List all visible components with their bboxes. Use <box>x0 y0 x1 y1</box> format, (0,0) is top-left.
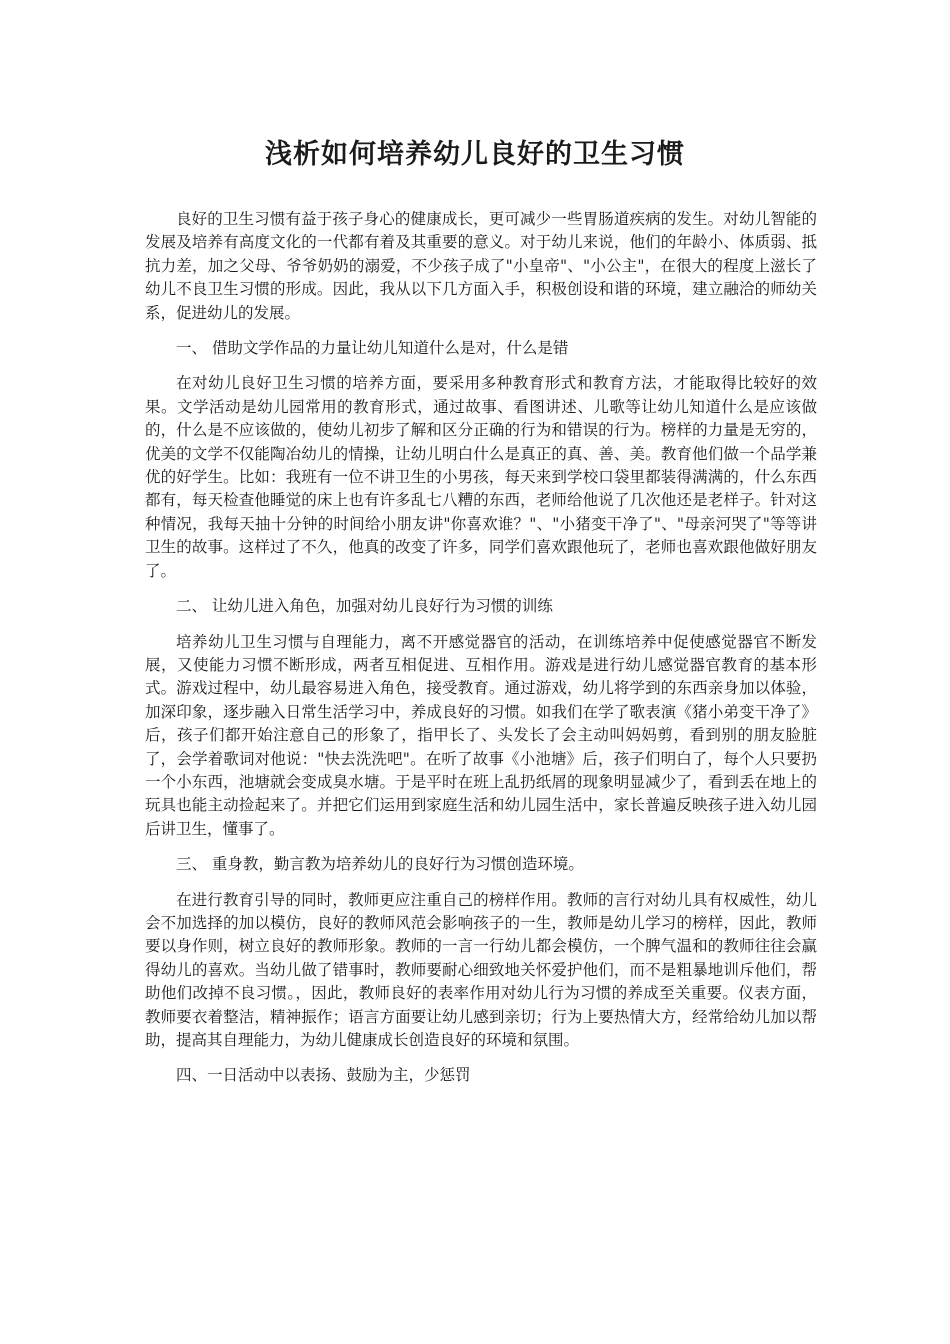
section-paragraph-3: 在进行教育引导的同时，教师更应注重自己的榜样作用。教师的言行对幼儿具有权威性，幼儿会不加选择的加以模仿，良好的教师风范会影响孩子的一生，教师是幼儿学习的榜样，因此，教师要以身作则，树立良好的教师形象。教师的一言一行幼儿都会模仿，一个脾气温和的教师往往会赢得幼儿的喜欢。当幼儿做了错事时，教师要耐心细致地关怀爱护他们，而不是粗暴地训斥他们，帮助他们改掉不良习惯。，因此，教师良好的表率作用对幼儿行为习惯的养成至关重要。仪表方面，教师要衣着整洁，精神振作；语言方面要让幼儿感到亲切；行为上要热情大方，经常给幼儿加以帮助，提高其自理能力，为幼儿健康成长创造良好的环境和氛围。 <box>145 890 817 1049</box>
section-heading-2: 二、 让幼儿进入角色，加强对幼儿良好行为习惯的训练 <box>176 597 553 616</box>
section-heading-4: 四、一日活动中以表扬、鼓励为主，少惩罚 <box>176 1066 471 1085</box>
section-paragraph-1: 在对幼儿良好卫生习惯的培养方面，要采用多种教育形式和教育方法，才能取得比较好的效果。文学活动是幼儿园常用的教育形式，通过故事、看图讲述、儿歌等让幼儿知道什么是应该做的，什么是不应该做的，使幼儿初步了解和区分正确的行为和错误的行为。榜样的力量是无穷的，优美的文学不仅能陶冶幼儿的情操，让幼儿明白什么是真正的真、善、美。教育他们做一个品学兼优的好学生。比如：我班有一位不讲卫生的小男孩，每天来到学校口袋里都装得满满的，什么东西都有，每天检查他睡觉的床上也有许多乱七八糟的东西，老师给他说了几次他还是老样子。针对这种情况，我每天抽十分钟的时间给小朋友讲"你喜欢谁？"、"小猪变干净了"、"母亲河哭了"等等讲卫生的故事。这样过了不久，他真的改变了许多，同学们喜欢跟他玩了，老师也喜欢跟他做好朋友了。 <box>145 374 817 580</box>
section-heading-1: 一、 借助文学作品的力量让幼儿知道什么是对，什么是错 <box>176 339 569 358</box>
section-heading-3: 三、 重身教，勤言教为培养幼儿的良好行为习惯创造环境。 <box>176 855 584 874</box>
document-title: 浅析如何培养幼儿良好的卫生习惯 <box>265 139 685 170</box>
intro-paragraph: 良好的卫生习惯有益于孩子身心的健康成长，更可减少一些胃肠道疾病的发生。对幼儿智能的发展及培养有高度文化的一代都有着及其重要的意义。对于幼儿来说，他们的年龄小、体质弱、抵抗力差，加之父母、爷爷奶奶的溺爱，不少孩子成了"小皇帝"、"小公主"，在很大的程度上滋长了幼儿不良卫生习惯的形成。因此，我从以下几方面入手，积极创设和谐的环境，建立融洽的师幼关系，促进幼儿的发展。 <box>145 210 817 322</box>
document-body <box>145 208 817 1100</box>
section-paragraph-2: 培养幼儿卫生习惯与自理能力，离不开感觉器官的活动，在训练培养中促使感觉器官不断发展，又使能力习惯不断形成，两者互相促进、互相作用。游戏是进行幼儿感觉器官教育的基本形式。游戏过程中，幼儿最容易进入角色，接受教育。通过游戏，幼儿将学到的东西亲身加以体验，加深印象，逐步融入日常生活学习中，养成良好的习惯。如我们在学了歌表演《猪小弟变干净了》后，孩子们都开始注意自己的形象了，指甲长了、头发长了会主动叫妈妈剪，看到别的朋友脸脏了，会学着歌词对他说："快去洗洗吧"。在听了故事《小池塘》后，孩子们明白了，每个人只要扔一个小东西，池塘就会变成臭水塘。于是平时在班上乱扔纸屑的现象明显减少了，看到丢在地上的玩具也能主动捡起来了。并把它们运用到家庭生活和幼儿园生活中，家长普遍反映孩子进入幼儿园后讲卫生，懂事了。 <box>145 632 817 838</box>
